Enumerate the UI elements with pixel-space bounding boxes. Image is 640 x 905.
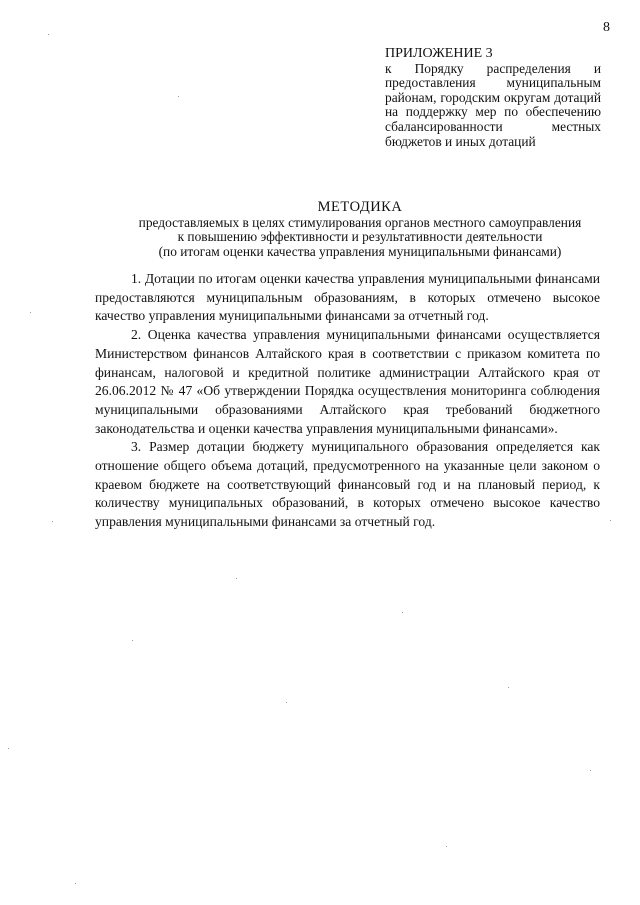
document-title: МЕТОДИКА bbox=[317, 199, 403, 215]
scan-speck bbox=[48, 34, 49, 35]
paragraph-1: 1. Дотации по итогам оценки качества управления муниципальными финансами предоставляются муниципальным образованиям, в которых отмечено высокое качество управления муниципальными финансами за отчетный год. bbox=[95, 271, 600, 324]
appendix-header bbox=[385, 47, 601, 149]
heading-line-3: (по итогам оценки качества управления муниципальными финансами) bbox=[158, 243, 562, 259]
scan-speck bbox=[75, 883, 76, 884]
scan-speck bbox=[236, 578, 237, 579]
appendix-title: ПРИЛОЖЕНИЕ 3 bbox=[385, 46, 493, 61]
scan-speck bbox=[508, 687, 509, 688]
heading-line-1: предоставляемых в целях стимулирования органов местного самоуправления bbox=[138, 214, 582, 230]
appendix-text: к Порядку распределения и предоставления муниципальным районам, городским округам дотаций на поддержку мер по обеспечению сбалансированности местных бюджетов и иных дотаций bbox=[385, 60, 601, 149]
page-number: 8 bbox=[603, 20, 610, 35]
scan-speck bbox=[590, 770, 591, 771]
scan-speck bbox=[8, 748, 9, 749]
scan-speck bbox=[286, 702, 287, 703]
scan-speck bbox=[402, 612, 403, 613]
paragraph-3: 3. Размер дотации бюджету муниципального образования определяется как отношение общего объема дотаций, предусмотренного на указанные цели законом о краевом бюджете на соответствующий финансовый год и на плановый период, к количеству муниципальных образований, в которых отмечено высокое качество управления муниципальными финансами за отчетный год. bbox=[95, 439, 600, 530]
heading-line-2: к повышению эффективности и результативности деятельности bbox=[177, 229, 543, 245]
document-heading bbox=[60, 200, 640, 259]
scan-speck bbox=[52, 521, 53, 522]
scan-speck bbox=[446, 846, 447, 847]
scan-speck bbox=[132, 640, 133, 641]
scan-speck bbox=[610, 520, 611, 521]
scan-speck bbox=[30, 312, 31, 313]
document-body bbox=[95, 270, 600, 532]
paragraph-2: 2. Оценка качества управления муниципальными финансами осуществляется Министерством финансов Алтайского края в соответствии с приказом комитета по финансам, налоговой и кредитной политике администрации Алтайского края от 26.06.2012 № 47 «Об утверждении Порядка осуществления мониторинга соблюдения муниципальными образованиями Алтайского края требований бюджетного законодательства и оценки качества управления муниципальными финансами». bbox=[95, 327, 600, 436]
scan-speck bbox=[178, 96, 179, 97]
